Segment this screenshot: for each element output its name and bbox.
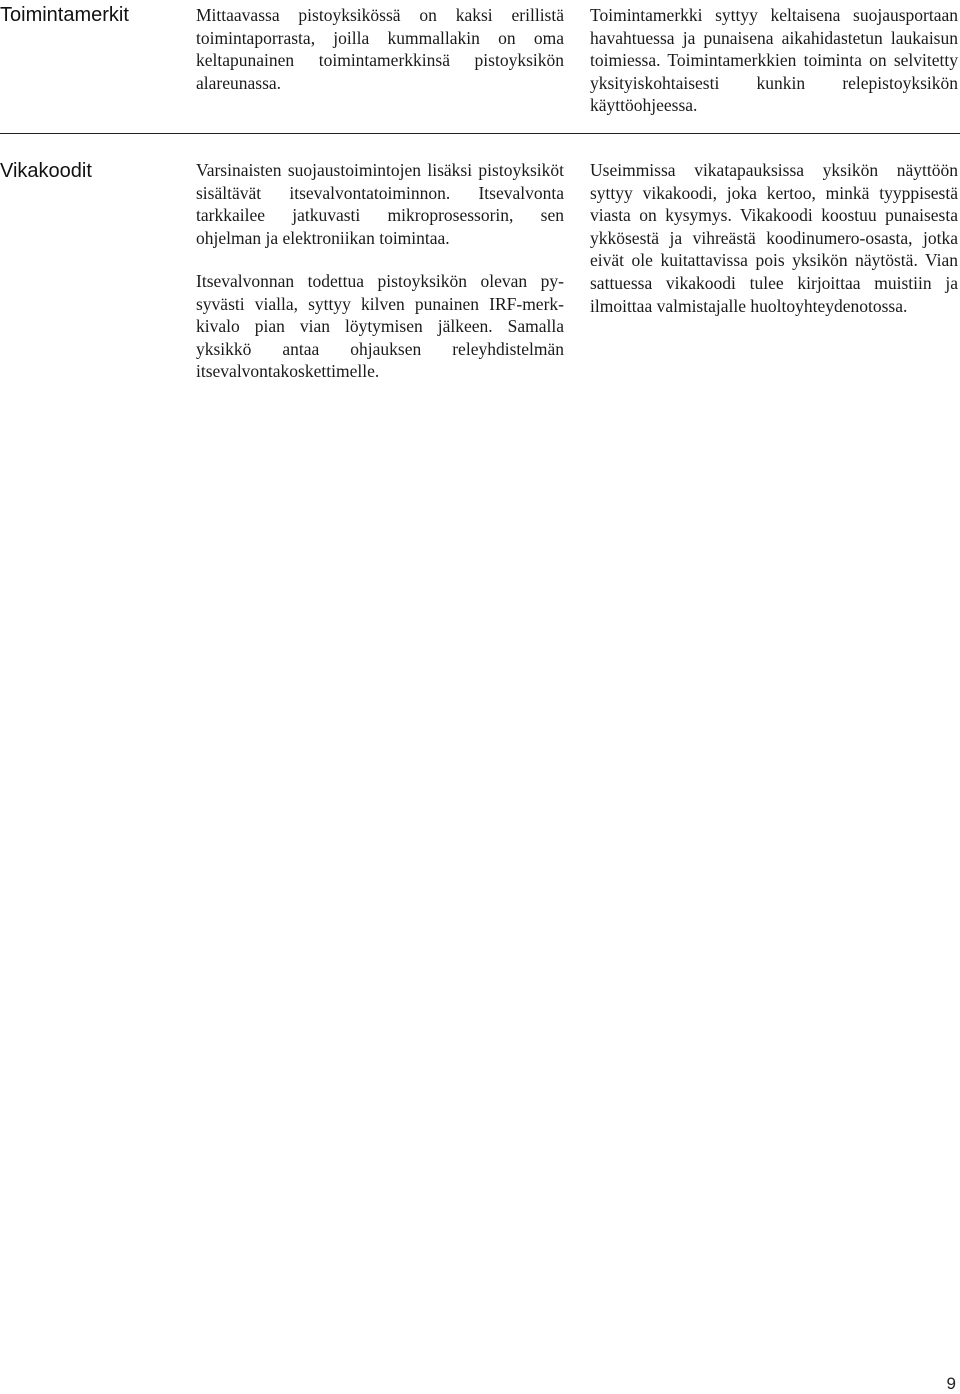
section-heading-toimintamerkit: Toimintamerkit: [0, 4, 129, 26]
toimintamerkit-col2-paragraph: Toimintamerkki syttyy keltaisena suojausportaan havahtuessa ja punaisena aikahidastetun laukaisun toimiessa. Toimintamerkkien toiminta on selvitetty yksityiskohtaisesti kunkin relepistoyksikön käyttöohjeessa.: [590, 5, 958, 116]
toimintamerkit-col1-paragraph: Mittaavassa pistoyksikössä on kaksi erillistä toimintaporrasta, joilla kummallakin on oma keltapunainen toimintamerkkinsä pistoyksikön alareunassa.: [196, 5, 564, 93]
section-heading-vikakoodit: Vikakoodit: [0, 160, 92, 182]
vikakoodit-col2-paragraph: Useimmissa vikatapauksissa yksikön näyttöön syttyy vikakoodi, joka kertoo, minkä tyyppisestä viasta on kysymys. Vikakoodi koostuu punaisesta ykkösestä ja vihreästä koodinumero-osasta, jotka eivät ole kuitattavissa pois yksikön näytöstä. Vian sattuessa vikakoodi tulee kirjoittaa muistiin ja ilmoittaa valmistajalle huoltoyhteydenotossa.: [590, 160, 958, 316]
section-divider: [0, 133, 960, 134]
vikakoodit-col1-paragraph-2: Itsevalvonnan todettua pistoyksikön olevan pysyvästi vialla, syttyy kilven punainen IRF-merkkivalo pian vian löytymisen jälkeen. Samalla yksikkö antaa ohjauksen releyhdistelmän itsevalvontakoskettimelle.: [196, 271, 564, 382]
page-number: 9: [946, 1374, 956, 1393]
vikakoodit-col1-paragraph-1: Varsinaisten suojaustoimintojen lisäksi pistoyksiköt sisältävät itsevalvontatoiminnon. Itsevalvonta tarkkailee jatkuvasti mikroprosessorin, sen ohjelman ja elektroniikan toimintaa.: [196, 160, 564, 248]
